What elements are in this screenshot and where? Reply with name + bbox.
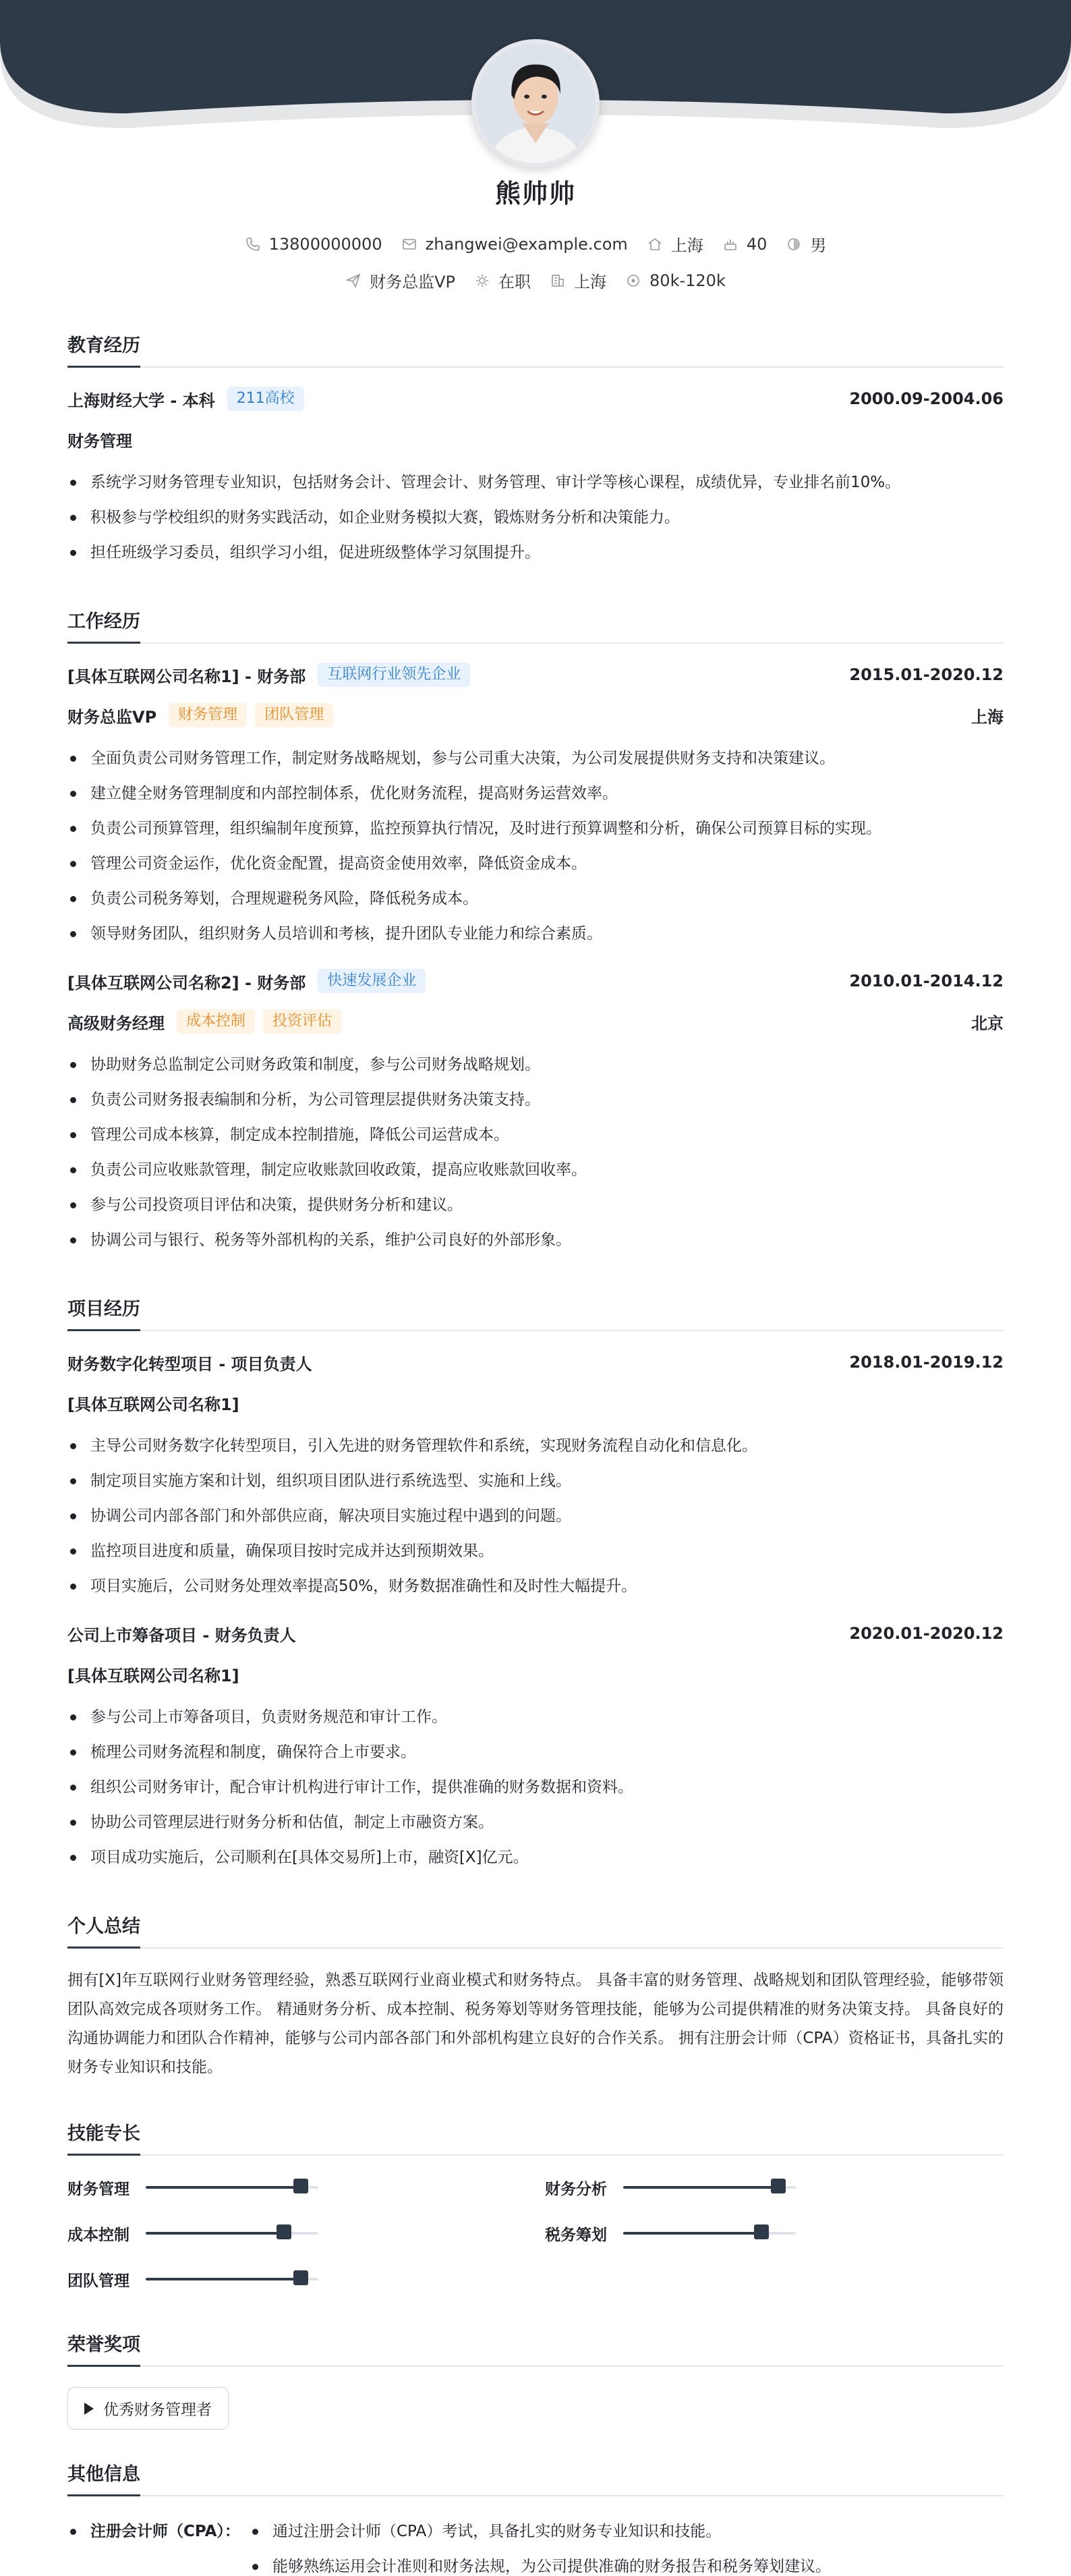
award-label: 优秀财务管理者 bbox=[103, 2401, 212, 2419]
building-icon bbox=[550, 273, 566, 289]
section-title: 工作经历 bbox=[67, 607, 1004, 644]
mail-icon bbox=[401, 236, 417, 252]
project-name: 公司上市筹备项目 - 财务负责人 bbox=[67, 1625, 296, 1645]
skill-bar-knob bbox=[754, 2224, 769, 2239]
skill-label: 财务管理 bbox=[67, 2180, 129, 2198]
company-tag: 互联网行业领先企业 bbox=[318, 663, 470, 687]
home-icon bbox=[647, 236, 663, 252]
work-location: 上海 bbox=[971, 707, 1004, 727]
project-entry bbox=[67, 1349, 1004, 1604]
project-period: 2018.01-2019.12 bbox=[849, 1353, 1004, 1372]
section-title: 其他信息 bbox=[67, 2459, 1004, 2496]
skill-tag: 成本控制 bbox=[177, 1009, 255, 1034]
skill-bar-knob bbox=[277, 2224, 291, 2239]
project-bullets bbox=[67, 1700, 1004, 1875]
skill-bar bbox=[146, 2232, 318, 2235]
skill-bar bbox=[623, 2186, 796, 2189]
list-item: 梳理公司财务流程和制度，确保符合上市要求。 bbox=[67, 1735, 1004, 1770]
project-header bbox=[67, 1349, 1004, 1376]
work-period: 2010.01-2014.12 bbox=[849, 972, 1004, 990]
list-item: 管理公司成本核算，制定成本控制措施，降低公司运营成本。 bbox=[67, 1117, 1004, 1152]
major: 财务管理 bbox=[67, 431, 132, 451]
summary-section bbox=[67, 1911, 1004, 2082]
list-item: 项目实施后，公司财务处理效率提高50%，财务数据准确性和及时性大幅提升。 bbox=[67, 1569, 1004, 1604]
list-item: 项目成功实施后，公司顺利在[具体交易所]上市，融资[X]亿元。 bbox=[67, 1840, 1004, 1875]
list-item: 组织公司财务审计，配合审计机构进行审计工作，提供准确的财务数据和资料。 bbox=[67, 1770, 1004, 1805]
company-tag: 快速发展企业 bbox=[318, 969, 426, 993]
list-item: 制定项目实施方案和计划，组织项目团队进行系统选型、实施和上线。 bbox=[67, 1463, 1004, 1499]
list-item: 主导公司财务数字化转型项目，引入先进的财务管理软件和系统，实现财务流程自动化和信息化。 bbox=[67, 1428, 1004, 1463]
work-period: 2015.01-2020.12 bbox=[849, 665, 1004, 684]
skill-item bbox=[545, 2219, 1004, 2247]
skill-label: 财务分析 bbox=[545, 2180, 607, 2198]
work-entry bbox=[67, 661, 1004, 951]
other-info bbox=[67, 2514, 1004, 2576]
skill-bar-fill bbox=[146, 2186, 301, 2189]
list-item: 协调公司内部各部门和外部供应商，解决项目实施过程中遇到的问题。 bbox=[67, 1499, 1004, 1534]
list-item: 负责公司税务筹划，合理规避税务风险，降低税务成本。 bbox=[67, 881, 1004, 916]
section-title: 个人总结 bbox=[67, 1911, 1004, 1949]
status-text: 在职 bbox=[498, 273, 531, 291]
skills-grid bbox=[67, 2173, 1004, 2293]
age-text: 40 bbox=[746, 234, 768, 254]
list-item: 参与公司投资项目评估和决策，提供财务分析和建议。 bbox=[67, 1187, 1004, 1223]
section-title: 荣誉奖项 bbox=[67, 2330, 1004, 2367]
other-key: 注册会计师（CPA）： bbox=[67, 2514, 250, 2576]
position: 高级财务经理 bbox=[67, 1013, 165, 1033]
work-entry bbox=[67, 968, 1004, 1258]
cake-icon bbox=[722, 236, 739, 252]
email-item bbox=[401, 235, 628, 254]
work-header bbox=[67, 661, 1004, 688]
section-title: 技能专长 bbox=[67, 2119, 1004, 2156]
projects-section bbox=[67, 1294, 1004, 1875]
section-title: 教育经历 bbox=[67, 331, 1004, 368]
skill-label: 成本控制 bbox=[67, 2226, 129, 2244]
city-text: 上海 bbox=[670, 236, 703, 255]
list-item: 负责公司财务报表编制和分析，为公司管理层提供财务决策支持。 bbox=[67, 1082, 1004, 1117]
resume-content bbox=[67, 331, 1004, 2576]
skill-bar-knob bbox=[293, 2270, 308, 2285]
list-item: 建立健全财务管理制度和内部控制体系，优化财务流程，提高财务运营效率。 bbox=[67, 776, 1004, 811]
play-icon bbox=[84, 2403, 94, 2415]
status-icon bbox=[474, 273, 490, 289]
award-chip bbox=[67, 2387, 229, 2430]
skill-bar-fill bbox=[623, 2186, 778, 2189]
skills-section bbox=[67, 2119, 1004, 2293]
list-item: 全面负责公司财务管理工作，制定财务战略规划，参与公司重大决策，为公司发展提供财务支持和决策建议。 bbox=[67, 741, 1004, 776]
company-name: [具体互联网公司名称1] - 财务部 bbox=[67, 667, 306, 686]
job-title-item bbox=[345, 269, 455, 292]
education-period: 2000.09-2004.06 bbox=[849, 389, 1004, 408]
company-name: [具体互联网公司名称2] - 财务部 bbox=[67, 973, 306, 992]
list-item: 积极参与学校组织的财务实践活动，如企业财务模拟大赛，锻炼财务分析和决策能力。 bbox=[67, 500, 1004, 535]
work-header bbox=[67, 968, 1004, 995]
project-name: 财务数字化转型项目 - 项目负责人 bbox=[67, 1354, 312, 1374]
list-item: 协调公司与银行、税务等外部机构的关系，维护公司良好的外部形象。 bbox=[67, 1223, 1004, 1258]
project-company-row bbox=[67, 1660, 1004, 1687]
skill-bar bbox=[146, 2278, 318, 2280]
skill-label: 税务筹划 bbox=[545, 2226, 607, 2244]
school-name: 上海财经大学 - 本科 bbox=[67, 391, 215, 410]
project-header bbox=[67, 1620, 1004, 1647]
position: 财务总监VP bbox=[67, 707, 157, 727]
salary-text: 80k-120k bbox=[649, 271, 726, 290]
candidate-name: 熊帅帅 bbox=[494, 179, 576, 208]
education-bullets bbox=[67, 465, 1004, 570]
education-section bbox=[67, 331, 1004, 570]
list-item: 能够熟练运用会计准则和财务法规，为公司提供准确的财务报告和税务筹划建议。 bbox=[250, 2549, 831, 2576]
project-period: 2020.01-2020.12 bbox=[849, 1624, 1004, 1643]
city-item bbox=[647, 232, 703, 256]
list-item: 协助财务总监制定公司财务政策和制度，参与公司财务战略规划。 bbox=[67, 1047, 1004, 1082]
job-intent-row bbox=[0, 269, 1071, 292]
skill-item bbox=[67, 2265, 545, 2293]
awards-section bbox=[67, 2330, 1004, 2430]
section-title: 项目经历 bbox=[67, 1294, 1004, 1331]
skill-tag: 财务管理 bbox=[169, 703, 247, 727]
skill-tag: 投资评估 bbox=[263, 1009, 341, 1034]
phone-icon bbox=[245, 236, 261, 252]
avatar bbox=[471, 39, 600, 167]
list-item: 负责公司应收账款管理，制定应收账款回收政策，提高应收账款回收率。 bbox=[67, 1152, 1004, 1187]
list-item: 参与公司上市筹备项目，负责财务规范和审计工作。 bbox=[67, 1700, 1004, 1735]
coin-icon bbox=[625, 273, 641, 289]
contact-row bbox=[0, 232, 1071, 256]
phone-item bbox=[245, 235, 382, 254]
phone-text: 13800000000 bbox=[268, 234, 382, 254]
list-item: 监控项目进度和质量，确保项目按时完成并达到预期效果。 bbox=[67, 1534, 1004, 1569]
list-item: 领导财务团队，组织财务人员培训和考核，提升团队专业能力和综合素质。 bbox=[67, 916, 1004, 951]
work-section bbox=[67, 607, 1004, 1258]
skill-bar-fill bbox=[146, 2232, 284, 2235]
project-company: [具体互联网公司名称1] bbox=[67, 1395, 239, 1414]
school-tag: 211高校 bbox=[227, 387, 304, 411]
list-item: 负责公司预算管理，组织编制年度预算，监控预算执行情况，及时进行预算调整和分析，确保公司预算目标的实现。 bbox=[67, 811, 1004, 846]
age-item bbox=[722, 235, 768, 254]
skill-tag: 团队管理 bbox=[255, 703, 333, 727]
work-bullets bbox=[67, 741, 1004, 951]
skill-bar-fill bbox=[146, 2278, 301, 2280]
gender-icon bbox=[786, 236, 802, 252]
gender-item bbox=[786, 232, 826, 256]
status-item bbox=[474, 269, 531, 292]
skill-label: 团队管理 bbox=[67, 2272, 129, 2290]
skill-bar-fill bbox=[623, 2232, 761, 2235]
target-city-text: 上海 bbox=[574, 273, 607, 291]
summary-text: 拥有[X]年互联网行业财务管理经验，熟悉互联网行业商业模式和财务特点。 具备丰富的财务管理、战略规划和团队管理经验，能够带领团队高效完成各项财务工作。 精通财务分析、成本控制、税务筹划等财务管理技能，能够为公司提供精准的财务决策支持。 具备良好的沟通协调能力和团队合作精神，能够与公司内部各部门和外部机构建立良好的合作关系。 拥有注册会计师（CPA）资格证书，具备扎实的财务专业知识和技能。 bbox=[67, 1971, 1004, 2076]
gender-text: 男 bbox=[810, 236, 827, 255]
education-major-row bbox=[67, 426, 1004, 453]
email-text: zhangwei@example.com bbox=[425, 234, 628, 254]
position-row bbox=[67, 702, 1004, 729]
education-header bbox=[67, 385, 1004, 412]
work-location: 北京 bbox=[971, 1013, 1004, 1033]
skill-bar bbox=[146, 2186, 318, 2189]
project-company: [具体互联网公司名称1] bbox=[67, 1666, 239, 1685]
other-bullets bbox=[250, 2514, 831, 2576]
list-item: 通过注册会计师（CPA）考试，具备扎实的财务专业知识和技能。 bbox=[250, 2514, 831, 2549]
skill-bar bbox=[623, 2232, 796, 2235]
skill-bar-knob bbox=[293, 2179, 308, 2193]
list-item: 管理公司资金运作，优化资金配置，提高资金使用效率，降低资金成本。 bbox=[67, 846, 1004, 881]
job-title-text: 财务总监VP bbox=[370, 273, 456, 291]
skill-item bbox=[67, 2219, 545, 2247]
salary-item bbox=[625, 271, 726, 290]
send-icon bbox=[345, 273, 361, 289]
list-item: 系统学习财务管理专业知识，包括财务会计、管理会计、财务管理、审计学等核心课程，成绩优异，专业排名前10%。 bbox=[67, 465, 1004, 500]
skill-item bbox=[67, 2173, 545, 2202]
project-entry bbox=[67, 1620, 1004, 1875]
list-item: 担任班级学习委员，组织学习小组，促进班级整体学习氛围提升。 bbox=[67, 535, 1004, 570]
target-city-item bbox=[550, 269, 606, 292]
other-section bbox=[67, 2459, 1004, 2576]
project-company-row bbox=[67, 1389, 1004, 1416]
skill-bar-knob bbox=[771, 2179, 786, 2193]
work-bullets bbox=[67, 1047, 1004, 1258]
position-row bbox=[67, 1008, 1004, 1035]
project-bullets bbox=[67, 1428, 1004, 1604]
list-item: 协助公司管理层进行财务分析和估值，制定上市融资方案。 bbox=[67, 1805, 1004, 1840]
skill-item bbox=[545, 2173, 1004, 2202]
